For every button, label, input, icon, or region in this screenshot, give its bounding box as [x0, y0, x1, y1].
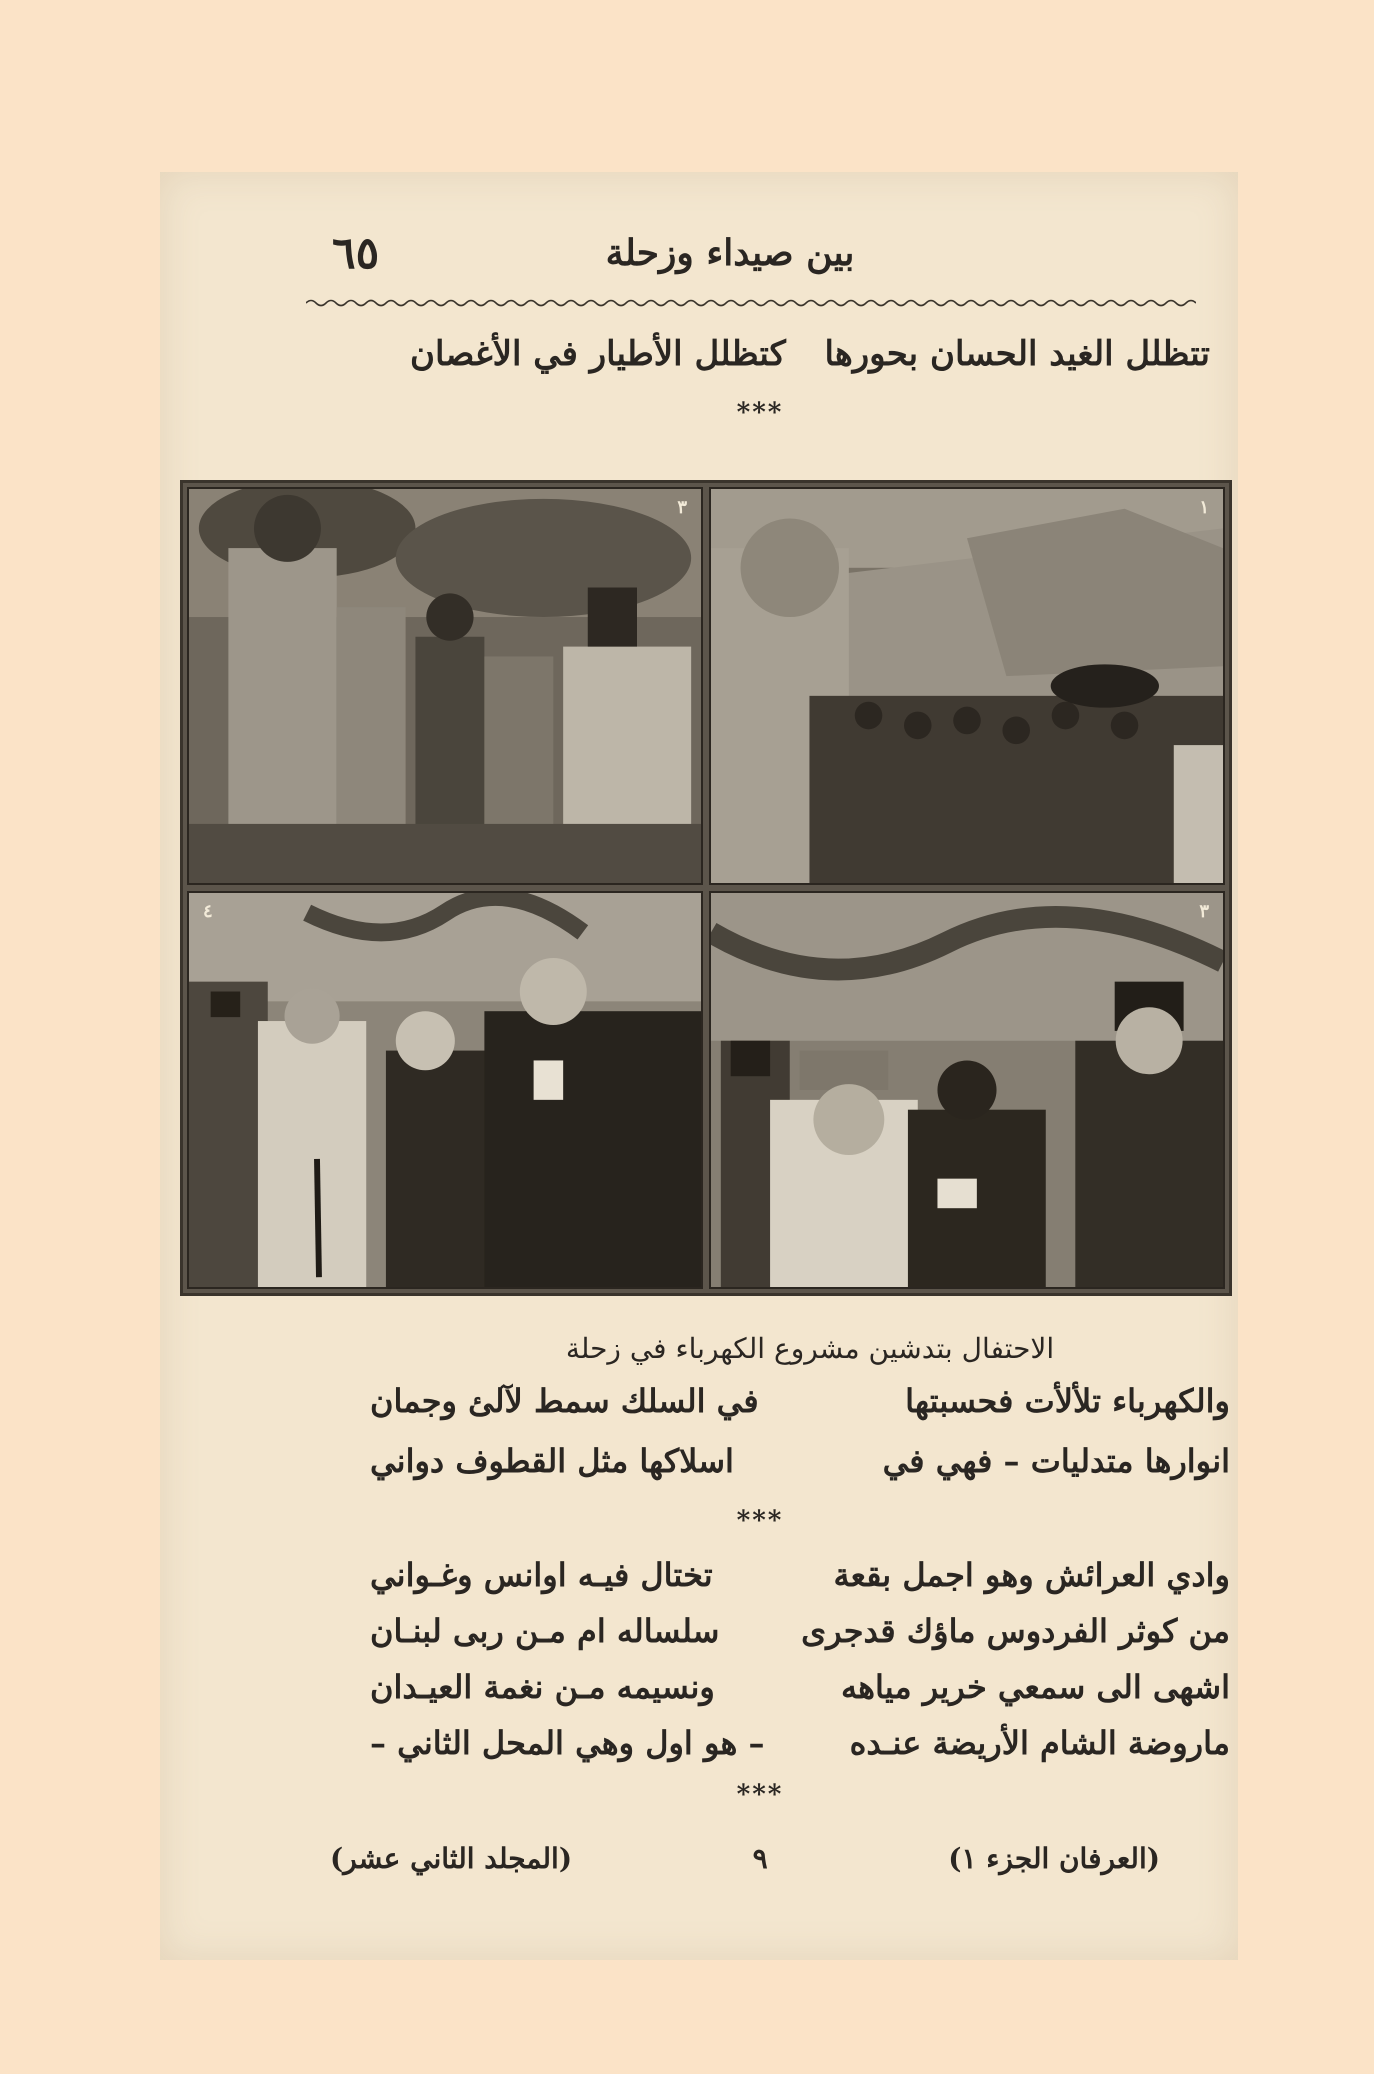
journal-page — [160, 172, 1238, 1960]
verse-hemistich-left: سلساله ام مـن ربى لبنـان — [370, 1612, 720, 1650]
verse-hemistich-right: ماروضة الشام الأريضة عنـده — [849, 1724, 1230, 1762]
verse-hemistich-left: في السلك سمط لآلئ وجمان — [370, 1382, 759, 1420]
verse-hemistich-right: وادي العرائش وهو اجمل بقعة — [833, 1556, 1230, 1594]
verse-top — [410, 334, 1210, 374]
verse-row — [370, 1724, 1230, 1762]
photo-crowd-walking — [187, 487, 703, 885]
verse-row — [370, 1382, 1230, 1420]
verse-hemistich-right: والكهرباء تلألأت فحسبتها — [905, 1382, 1230, 1420]
footer-issue: (العرفان الجزء ١) — [948, 1842, 1160, 1875]
photo-toast-ceremony — [709, 891, 1225, 1289]
page-number: ٦٥ — [332, 228, 380, 279]
verse-hemistich-left: – هو اول وهي المحل الثاني – — [370, 1724, 765, 1762]
photo-grid — [180, 480, 1232, 1296]
photo-number: ١ — [1199, 497, 1209, 518]
footer-signature: ٩ — [752, 1842, 768, 1875]
verse-row — [370, 1668, 1230, 1706]
page-footer — [330, 1842, 1160, 1875]
photo-dignitaries-group — [187, 891, 703, 1289]
photo-number: ٣ — [1199, 901, 1209, 922]
footer-volume: (المجلد الثاني عشر) — [330, 1842, 573, 1875]
verse-top-right: تتظلل الغيد الحسان بحورها — [824, 334, 1210, 374]
verse-row — [370, 1612, 1230, 1650]
verse-hemistich-left: اسلاكها مثل القطوف دواني — [370, 1442, 734, 1480]
photo-number: ٣ — [677, 497, 687, 518]
verse-top-left: كتظلل الأطيار في الأغصان — [410, 334, 786, 374]
running-title: بين صيداء وزحلة — [605, 232, 855, 274]
photo-crowd-stairs — [709, 487, 1225, 885]
verse-hemistich-right: انوارها متدليات – فهي في — [882, 1442, 1230, 1480]
verse-hemistich-right: من كوثر الفردوس ماؤك قدجرى — [801, 1612, 1230, 1650]
verse-hemistich-right: اشهى الى سمعي خرير مياهه — [841, 1668, 1230, 1706]
separator-stars: *** — [736, 1780, 784, 1810]
verse-hemistich-left: ونسيمه مـن نغمة العيـدان — [370, 1668, 715, 1706]
separator-stars: *** — [736, 1506, 784, 1536]
separator-stars: *** — [736, 398, 784, 428]
verse-row — [370, 1556, 1230, 1594]
photo-caption: الاحتفال بتدشين مشروع الكهرباء في زحلة — [565, 1332, 1055, 1365]
verse-row — [370, 1442, 1230, 1480]
photo-number: ٤ — [203, 901, 213, 922]
verse-hemistich-left: تختال فيـه اوانس وغـواني — [370, 1556, 713, 1594]
wavy-divider — [306, 298, 1196, 308]
